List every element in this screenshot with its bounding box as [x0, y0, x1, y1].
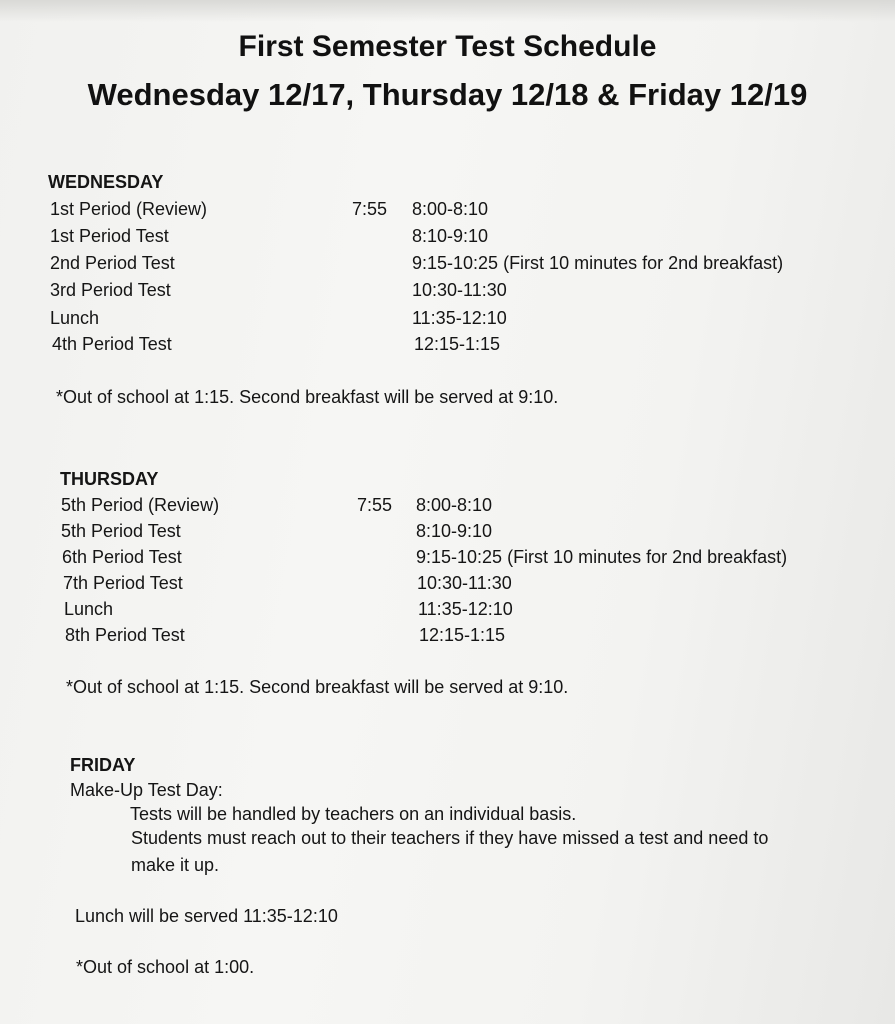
time-range: 8:00-8:10 — [412, 199, 489, 219]
time-range: 9:15-10:25 (First 10 minutes for 2nd breakfast) — [416, 547, 788, 567]
friday-line: Tests will be handled by teachers on an individual basis. — [130, 804, 577, 824]
start-time: 7:55 — [357, 495, 393, 515]
time-range: 8:10-9:10 — [412, 226, 489, 246]
start-time: 7:55 — [352, 199, 388, 219]
time-range: 12:15-1:15 — [414, 334, 501, 354]
friday-line: make it up. — [131, 855, 220, 875]
period-label: 1st Period Test — [50, 226, 169, 246]
period-label: 3rd Period Test — [50, 280, 171, 300]
time-range: 9:15-10:25 (First 10 minutes for 2nd breakfast) — [412, 253, 784, 273]
time-range: 10:30-11:30 — [412, 280, 507, 300]
period-label: 1st Period (Review) — [50, 199, 208, 219]
time-range: 11:35-12:10 — [412, 308, 507, 328]
friday-lunch: Lunch will be served 11:35-12:10 — [75, 906, 338, 926]
time-range: 12:15-1:15 — [419, 625, 506, 645]
period-label: 5th Period (Review) — [61, 495, 220, 515]
period-label: 7th Period Test — [63, 573, 183, 593]
time-range: 8:00-8:10 — [416, 495, 493, 515]
friday-heading: FRIDAY — [70, 755, 136, 775]
friday-subheading: Make-Up Test Day: — [70, 780, 223, 800]
period-label: Lunch — [64, 599, 114, 619]
thursday-note: *Out of school at 1:15. Second breakfast will be served at 9:10. — [66, 677, 569, 697]
period-label: 8th Period Test — [65, 625, 185, 645]
friday-note: *Out of school at 1:00. — [76, 957, 255, 977]
period-label: 5th Period Test — [61, 521, 181, 541]
period-label: Lunch — [50, 308, 100, 328]
period-label: 4th Period Test — [52, 334, 172, 354]
period-label: 6th Period Test — [62, 547, 182, 567]
page-dates: Wednesday 12/17, Thursday 12/18 & Friday 12/19 — [87, 77, 808, 112]
period-label: 2nd Period Test — [50, 253, 175, 273]
wednesday-note: *Out of school at 1:15. Second breakfast will be served at 9:10. — [56, 387, 559, 407]
time-range: 11:35-12:10 — [418, 599, 513, 619]
wednesday-heading: WEDNESDAY — [48, 172, 164, 192]
thursday-heading: THURSDAY — [60, 469, 159, 489]
time-range: 10:30-11:30 — [417, 573, 512, 593]
time-range: 8:10-9:10 — [416, 521, 493, 541]
friday-line: Students must reach out to their teachers if they have missed a test and need to — [131, 828, 769, 848]
page-title: First Semester Test Schedule — [238, 30, 657, 63]
